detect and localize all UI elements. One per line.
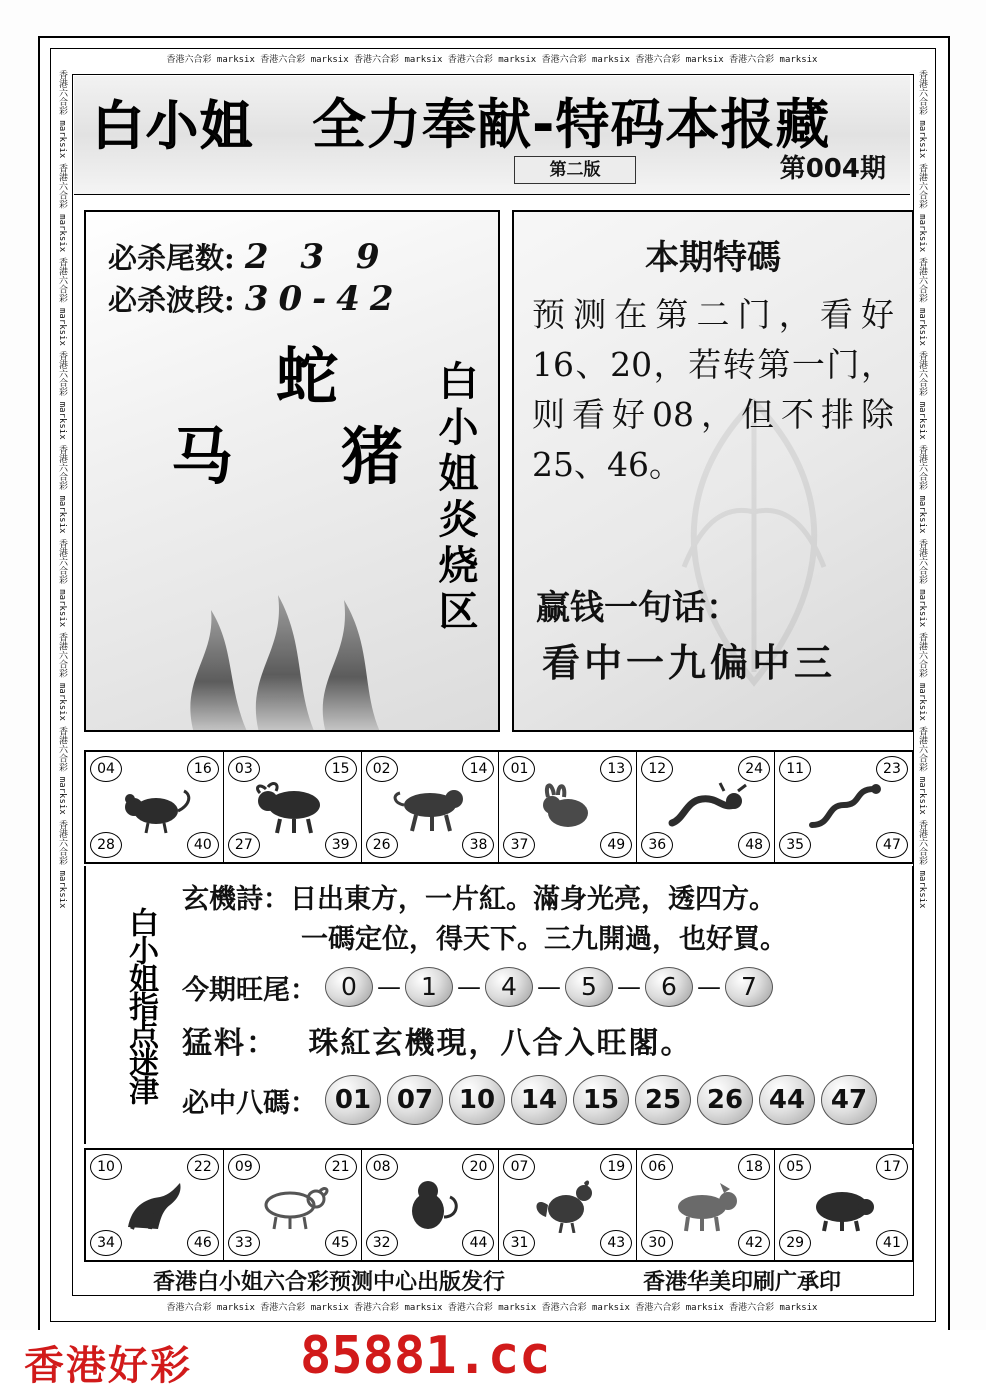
- hot-tail-ball: 1: [405, 967, 453, 1007]
- eight-numbers-row: [182, 1072, 952, 1128]
- number-ball: 47: [876, 832, 908, 858]
- number-ball: 10: [90, 1154, 122, 1180]
- number-ball: 49: [600, 832, 632, 858]
- number-ball: 21: [325, 1154, 357, 1180]
- rooster-icon: [526, 1177, 610, 1233]
- tip-row: [182, 1018, 906, 1062]
- footer: [84, 1262, 910, 1298]
- kill-tail-row: [108, 236, 389, 277]
- eight-number-ball: 44: [759, 1075, 815, 1125]
- zodiac-cell: [362, 752, 500, 862]
- eight-number-ball: 10: [449, 1075, 505, 1125]
- monkey-icon: [388, 1177, 472, 1233]
- number-ball: 17: [876, 1154, 908, 1180]
- hot-tail-ball: 5: [565, 967, 613, 1007]
- number-ball: 33: [228, 1230, 260, 1256]
- right-box-subtitle: 赢钱一句话：: [536, 588, 740, 628]
- middle-vertical-label: 白小姐指点迷津: [123, 907, 158, 1103]
- left-prediction-box: [84, 210, 500, 732]
- eight-number-ball: 14: [511, 1075, 567, 1125]
- zodiac-cell: [499, 1150, 637, 1260]
- number-ball: 12: [641, 756, 673, 782]
- poem-line-2: 一碼定位，得天下。三九開過，也好買。: [301, 924, 787, 955]
- flame-graphic: [156, 490, 426, 732]
- border-strip-left: 香港六合彩 marksix 香港六合彩 marksix 香港六合彩 marksix 香港六合彩 marksix 香港六合彩 marksix 香港六合彩 marksix 香港六合彩 marksix 香港六合彩 marksix 香港六合彩 marksix: [57, 70, 67, 909]
- eight-numbers-label: 必中八碼：: [182, 1087, 317, 1119]
- number-ball: 48: [738, 832, 770, 858]
- kill-band-row: [108, 278, 404, 319]
- number-ball: 40: [187, 832, 219, 858]
- border-strip-right: 香港六合彩 marksix 香港六合彩 marksix 香港六合彩 marksix 香港六合彩 marksix 香港六合彩 marksix 香港六合彩 marksix 香港六合彩 marksix 香港六合彩 marksix 香港六合彩 marksix: [917, 70, 927, 909]
- number-ball: 11: [779, 756, 811, 782]
- zodiac-cell: [637, 1150, 775, 1260]
- poem-block: [182, 880, 906, 960]
- eight-number-ball: 01: [325, 1075, 381, 1125]
- zodiac-cell: [224, 1150, 362, 1260]
- zodiac-cell: [224, 752, 362, 862]
- kill-band-value: 30-42: [244, 279, 404, 319]
- number-ball: 37: [503, 832, 535, 858]
- number-ball: 29: [779, 1230, 811, 1256]
- hot-tail-ball: 4: [485, 967, 533, 1007]
- hot-tail-row: [182, 966, 906, 1008]
- rat-icon: [112, 779, 196, 835]
- horse-icon: [112, 1177, 196, 1233]
- zodiac-cell: [86, 1150, 224, 1260]
- number-ball: 03: [228, 756, 260, 782]
- rabbit-icon: [526, 779, 610, 835]
- number-ball: 01: [503, 756, 535, 782]
- zodiac-cell: [775, 1150, 912, 1260]
- banner-url[interactable]: 85881.cc: [300, 1326, 551, 1386]
- number-ball: 38: [462, 832, 494, 858]
- zodiac-horse: 马: [171, 420, 234, 493]
- zodiac-cell: [362, 1150, 500, 1260]
- number-ball: 14: [462, 756, 494, 782]
- number-ball: 31: [503, 1230, 535, 1256]
- zodiac-snake: 蛇: [276, 340, 339, 413]
- zodiac-number-row-bottom: [84, 1148, 914, 1262]
- masthead: [74, 76, 910, 195]
- number-ball: 43: [600, 1230, 632, 1256]
- goat-icon: [250, 1177, 334, 1233]
- left-box-vertical-text: 白小姐炎烧区: [432, 360, 478, 636]
- tip-label: 猛料：: [182, 1026, 278, 1061]
- bottom-banner: [0, 1326, 986, 1389]
- number-ball: 46: [187, 1230, 219, 1256]
- number-ball: 28: [90, 832, 122, 858]
- eight-number-ball: 25: [635, 1075, 691, 1125]
- number-ball: 27: [228, 832, 260, 858]
- eight-number-ball: 07: [387, 1075, 443, 1125]
- tiger-icon: [388, 779, 472, 835]
- middle-section: [84, 866, 914, 1144]
- number-ball: 39: [325, 832, 357, 858]
- zodiac-cell: [775, 752, 912, 862]
- number-ball: 35: [779, 832, 811, 858]
- dog-icon: [664, 1177, 748, 1233]
- right-box-title: 本期特碼: [645, 238, 781, 278]
- poem-line-1: 玄機詩：日出東方，一片紅。滿身光亮，透四方。: [182, 884, 776, 915]
- dash-separator: —: [697, 973, 721, 1001]
- number-ball: 32: [366, 1230, 398, 1256]
- eight-number-ball: 15: [573, 1075, 629, 1125]
- dash-separator: —: [457, 973, 481, 1001]
- right-prediction-box: [512, 210, 914, 732]
- number-ball: 19: [600, 1154, 632, 1180]
- number-ball: 18: [738, 1154, 770, 1180]
- issue-number: 第004期: [779, 154, 886, 184]
- zodiac-pig: 猪: [341, 420, 404, 493]
- dragon-icon: [664, 779, 748, 835]
- snake-icon: [802, 779, 886, 835]
- number-ball: 16: [187, 756, 219, 782]
- footer-publisher: 香港白小姐六合彩预测中心出版发行: [152, 1269, 505, 1295]
- ox-icon: [250, 779, 334, 835]
- number-ball: 04: [90, 756, 122, 782]
- zodiac-cell: [86, 752, 224, 862]
- right-box-slogan: 看中一九偏中三: [542, 641, 837, 685]
- number-ball: 36: [641, 832, 673, 858]
- headline: 全力奉献-特码本报藏: [312, 93, 831, 156]
- kill-tail-label: 必杀尾数:: [108, 241, 235, 275]
- hot-tail-ball: 7: [725, 967, 773, 1007]
- number-ball: 15: [325, 756, 357, 782]
- number-ball: 24: [738, 756, 770, 782]
- tip-text: 珠紅玄機現，八合入旺閣。: [308, 1026, 693, 1061]
- number-ball: 26: [366, 832, 398, 858]
- number-ball: 13: [600, 756, 632, 782]
- kill-tail-value: 2 3 9: [244, 237, 390, 277]
- number-ball: 09: [228, 1154, 260, 1180]
- number-ball: 45: [325, 1230, 357, 1256]
- number-ball: 20: [462, 1154, 494, 1180]
- border-strip-bottom: 香港六合彩 marksix 香港六合彩 marksix 香港六合彩 marksix 香港六合彩 marksix 香港六合彩 marksix 香港六合彩 marksix 香港六合彩 marksix: [166, 1303, 818, 1313]
- zodiac-number-row-top: [84, 750, 914, 864]
- number-ball: 08: [366, 1154, 398, 1180]
- zodiac-cell: [637, 752, 775, 862]
- eight-number-ball: 47: [821, 1075, 877, 1125]
- border-strip-top: 香港六合彩 marksix 香港六合彩 marksix 香港六合彩 marksix 香港六合彩 marksix 香港六合彩 marksix 香港六合彩 marksix 香港六合彩 marksix: [166, 55, 818, 65]
- dash-separator: —: [537, 973, 561, 1001]
- kill-band-label: 必杀波段:: [108, 283, 235, 317]
- number-ball: 41: [876, 1230, 908, 1256]
- edition-badge: 第二版: [514, 156, 636, 184]
- right-box-body: 预测在第二门，看好16、20，若转第一门，则看好08，但不排除25、46。: [532, 295, 894, 484]
- hot-tail-ball: 0: [325, 967, 373, 1007]
- pig-icon: [802, 1177, 886, 1233]
- dash-separator: —: [617, 973, 641, 1001]
- number-ball: 06: [641, 1154, 673, 1180]
- dash-separator: —: [377, 973, 401, 1001]
- number-ball: 07: [503, 1154, 535, 1180]
- zodiac-cell: [499, 752, 637, 862]
- eight-number-ball: 26: [697, 1075, 753, 1125]
- number-ball: 23: [876, 756, 908, 782]
- number-ball: 02: [366, 756, 398, 782]
- number-ball: 44: [462, 1230, 494, 1256]
- number-ball: 30: [641, 1230, 673, 1256]
- banner-site-name: 香港好彩: [24, 1343, 192, 1389]
- footer-printer: 香港华美印刷广承印: [642, 1269, 841, 1295]
- number-ball: 22: [187, 1154, 219, 1180]
- hot-tail-ball: 6: [645, 967, 693, 1007]
- brand-title: 白小姐: [92, 97, 255, 157]
- number-ball: 05: [779, 1154, 811, 1180]
- hot-tail-label: 今期旺尾：: [182, 974, 317, 1006]
- number-ball: 34: [90, 1230, 122, 1256]
- number-ball: 42: [738, 1230, 770, 1256]
